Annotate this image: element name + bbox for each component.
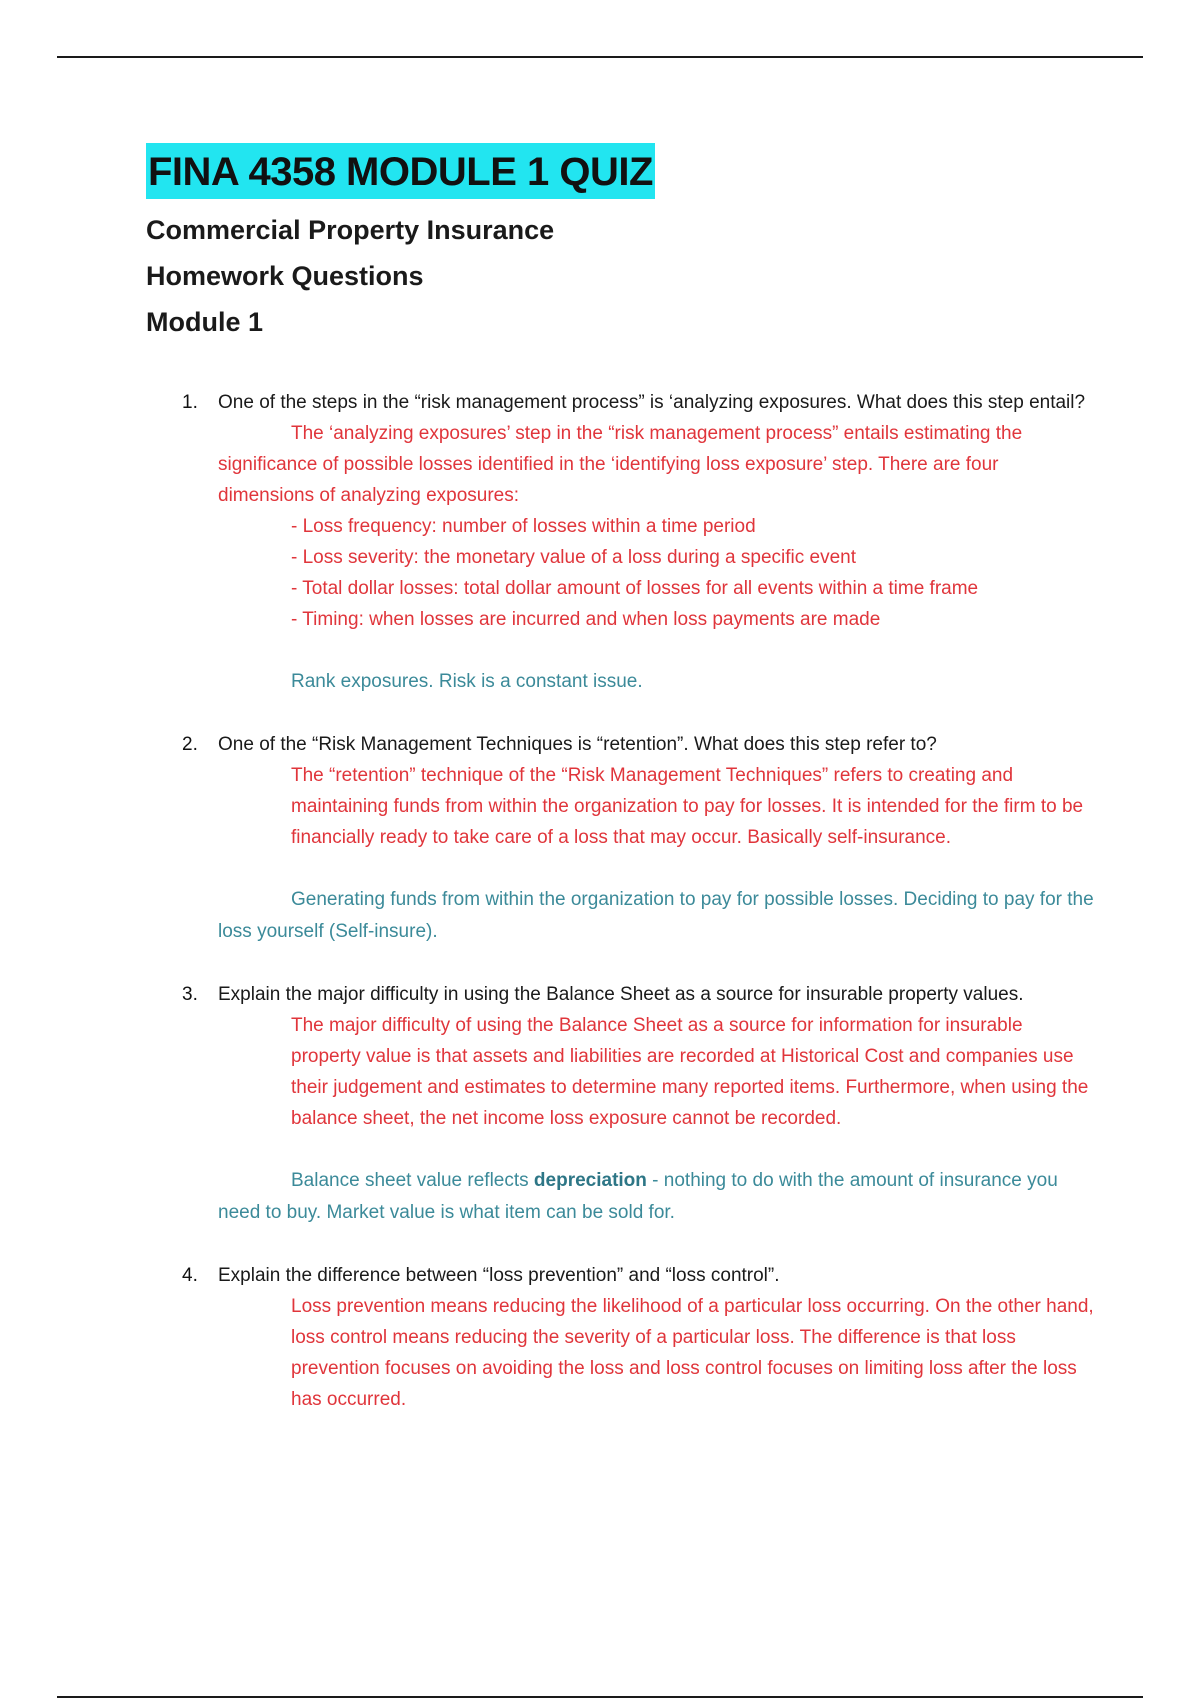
instructor-note: Generating funds from within the organization to pay for possible losses. Deciding to pay for the loss yourself (Self-insure).	[218, 889, 1094, 942]
question-text: Explain the major difficulty in using the Balance Sheet as a source for insurable property values.	[218, 984, 1024, 1005]
question-item	[146, 1260, 1096, 1415]
answer-bullet: - Loss severity: the monetary value of a loss during a specific event	[291, 547, 856, 568]
answer-text: The major difficulty of using the Balance Sheet as a source for information for insurable property value is that assets and liabilities are recorded at Historical Cost and companies use their judgement and estimates to determine many reported items. Furthermore, when using the balance sheet, the net income loss exposure cannot be recorded.	[291, 1015, 1089, 1129]
answer-text: The ‘analyzing exposures’ step in the “risk management process” entails estimating the significance of possible losses identified in the ‘identifying loss exposure’ step. There are four dimensions of analyzing exposures:	[218, 423, 1023, 506]
question-text: Explain the difference between “loss prevention” and “loss control”.	[218, 1265, 780, 1286]
question-item	[146, 387, 1096, 698]
answer-bullet: - Loss frequency: number of losses within a time period	[291, 516, 756, 537]
question-item	[146, 979, 1096, 1229]
answer-text: Loss prevention means reducing the likelihood of a particular loss occurring. On the other hand, loss control means reducing the severity of a particular loss. The difference is that loss prevention focuses on avoiding the loss and loss control focuses on limiting loss after the loss has occurred.	[291, 1296, 1094, 1410]
answer-text: The “retention” technique of the “Risk Management Techniques” refers to creating and maintaining funds from within the organization to pay for losses. It is intended for the firm to be financially ready to take care of a loss that may occur. Basically self-insurance.	[291, 765, 1084, 848]
section-subtitle: Homework Questions	[146, 261, 424, 291]
module-subtitle: Module 1	[146, 307, 264, 337]
question-item	[146, 729, 1096, 948]
instructor-note	[218, 1165, 1096, 1229]
top-rule	[57, 56, 1143, 58]
answer-bullets	[218, 511, 1096, 635]
note-text: - nothing to do with the amount of insurance you need to buy. Market value is what item can be sold for.	[218, 1170, 1058, 1223]
bottom-rule	[57, 1696, 1143, 1698]
question-list	[146, 387, 1096, 1415]
question-number: 3.	[182, 984, 198, 1005]
question-number: 1.	[182, 392, 198, 413]
question-text: One of the steps in the “risk management process” is ‘analyzing exposures. What does this step entail?	[218, 392, 1086, 413]
course-subtitle: Commercial Property Insurance	[146, 215, 555, 245]
note-emphasis: depreciation	[533, 1170, 647, 1191]
answer-bullet: - Timing: when losses are incurred and when loss payments are made	[291, 609, 881, 630]
document-body	[146, 143, 1096, 1446]
instructor-note: Rank exposures. Risk is a constant issue.	[291, 671, 643, 692]
answer-bullet: - Total dollar losses: total dollar amount of losses for all events within a time frame	[291, 578, 979, 599]
question-number: 2.	[182, 734, 198, 755]
question-number: 4.	[182, 1265, 198, 1286]
quiz-title: FINA 4358 MODULE 1 QUIZ	[146, 143, 655, 199]
question-text: One of the “Risk Management Techniques is “retention”. What does this step refer to?	[218, 734, 937, 755]
note-text: Balance sheet value reflects	[291, 1170, 534, 1191]
